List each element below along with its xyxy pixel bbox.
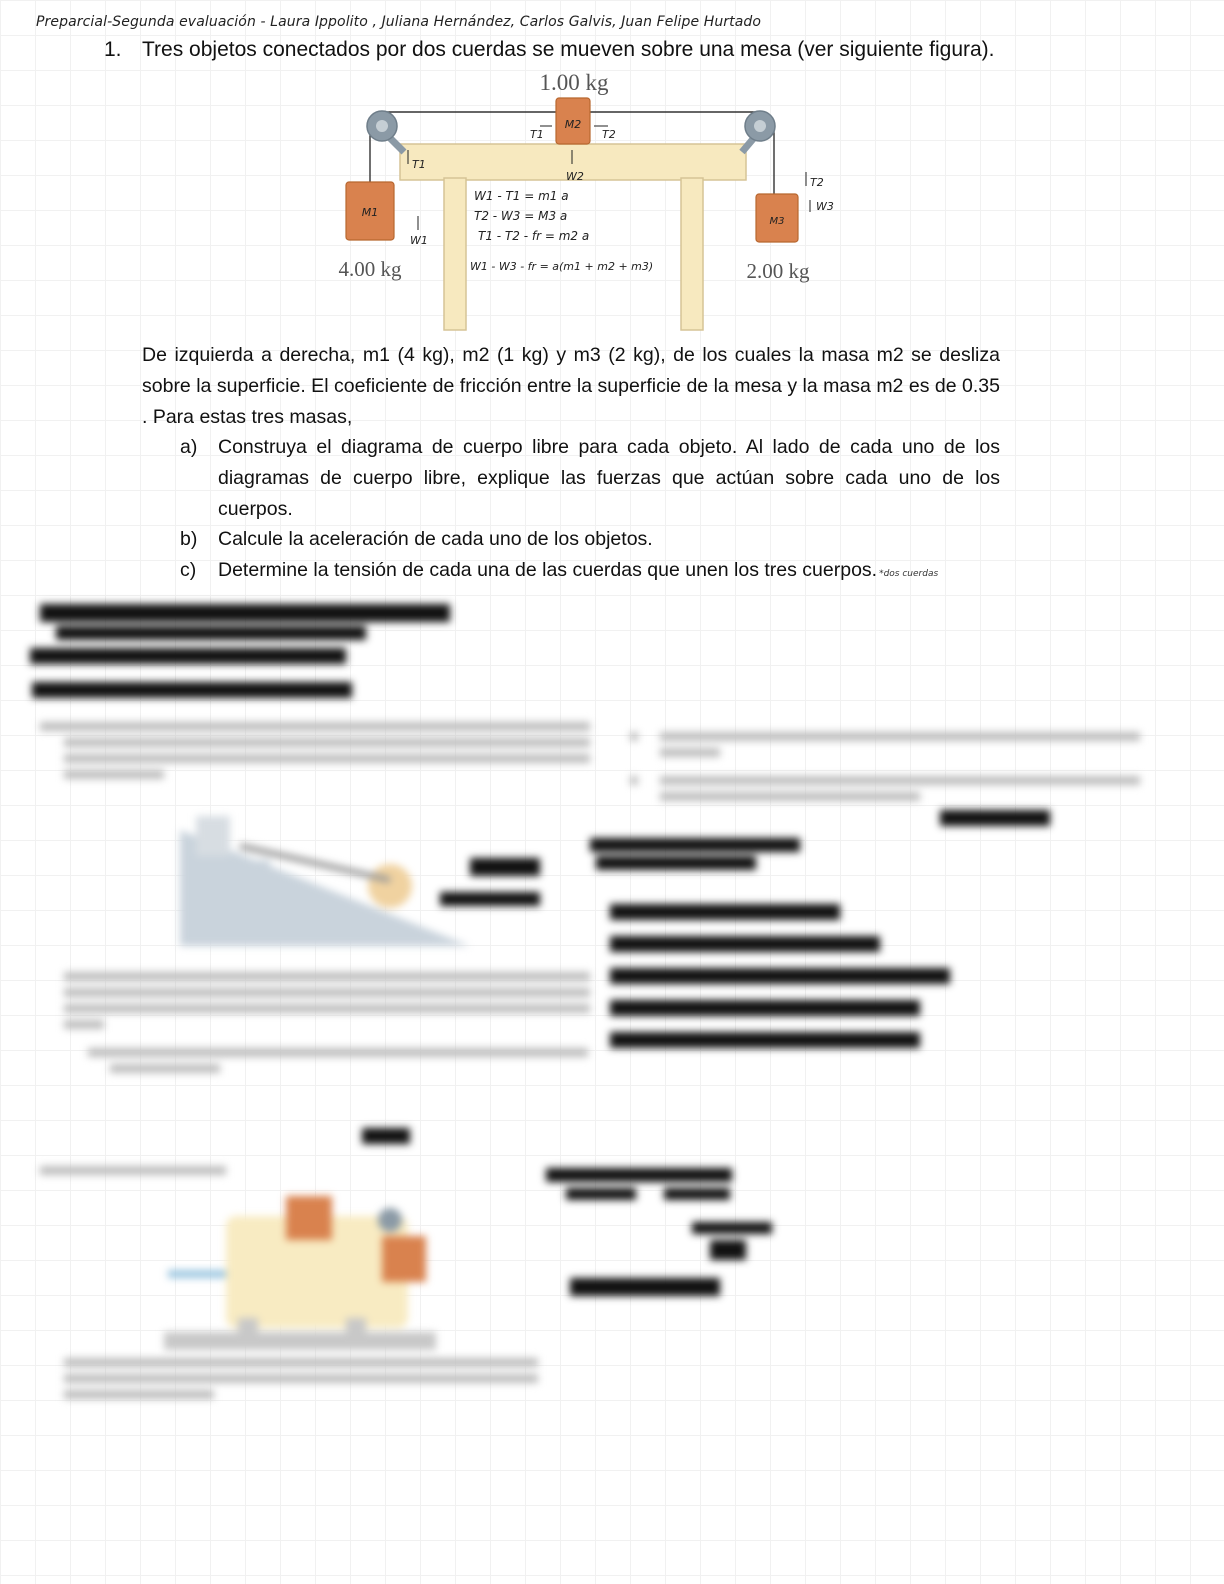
block-m1-name: M1	[361, 206, 379, 219]
item-a-text: Construya el diagrama de cuerpo libre para cada objeto. Al lado de cada uno de los diagramas de cuerpo libre, explique las fuerzas que actúan sobre cada uno de los cuerpos.	[218, 436, 1000, 520]
block-m3-name: M3	[769, 216, 785, 227]
mass-label-m3: 2.00 kg	[746, 259, 810, 283]
item-c	[180, 555, 1010, 587]
question-1-title	[104, 38, 995, 62]
item-b	[180, 524, 1000, 556]
equation-4: W1 - W3 - fr = a(m1 + m2 + m3)	[470, 260, 654, 273]
item-c-label: c)	[180, 559, 197, 581]
question-1-paragraph: De izquierda a derecha, m1 (4 kg), m2 (1 kg) y m3 (2 kg), de los cuales la masa m2 se desliza sobre la superficie. El coeficiente de fricción entre la superficie de la mesa y la masa m2 es de 0.35 . Para estas tres masas,	[142, 344, 1000, 428]
three-mass-figure	[320, 64, 880, 336]
header-note: Preparcial-Segunda evaluación - Laura Ippolito , Juliana Hernández, Carlos Galvis, Juan Felipe Hurtado	[36, 14, 762, 30]
item-b-text: Calcule la aceleración de cada uno de los objetos.	[218, 528, 653, 550]
label-w3: W3	[816, 200, 834, 213]
equation-1: W1 - T1 = m1 a	[474, 189, 569, 203]
label-t2-right: T2	[810, 176, 824, 189]
label-t1: T1	[530, 128, 544, 141]
item-b-label: b)	[180, 528, 198, 550]
item-c-note: *dos cuerdas	[879, 569, 939, 579]
item-a-label: a)	[180, 436, 198, 458]
item-c-text	[218, 555, 938, 590]
question-number: 1.	[104, 38, 122, 61]
label-t1-left: T1	[412, 158, 426, 171]
blurred-content-region	[0, 590, 1224, 1584]
table-leg-right	[681, 178, 703, 330]
label-w1: W1	[410, 234, 428, 247]
block-m2-name: M2	[564, 118, 582, 131]
item-c-main-text: Determine la tensión de cada una de las cuerdas que unen los tres cuerpos.	[218, 559, 878, 581]
label-w2: W2	[566, 170, 584, 183]
mass-label-m1: 4.00 kg	[338, 257, 402, 281]
equation-3: T1 - T2 - fr = m2 a	[478, 229, 590, 243]
label-t2: T2	[602, 128, 616, 141]
table-leg-left	[444, 178, 466, 330]
item-a	[180, 432, 1000, 528]
question-text: Tres objetos conectados por dos cuerdas se mueven sobre una mesa (ver siguiente figura).	[142, 38, 995, 61]
mass-label-m2: 1.00 kg	[539, 70, 609, 95]
equation-2: T2 - W3 = M3 a	[474, 209, 568, 223]
